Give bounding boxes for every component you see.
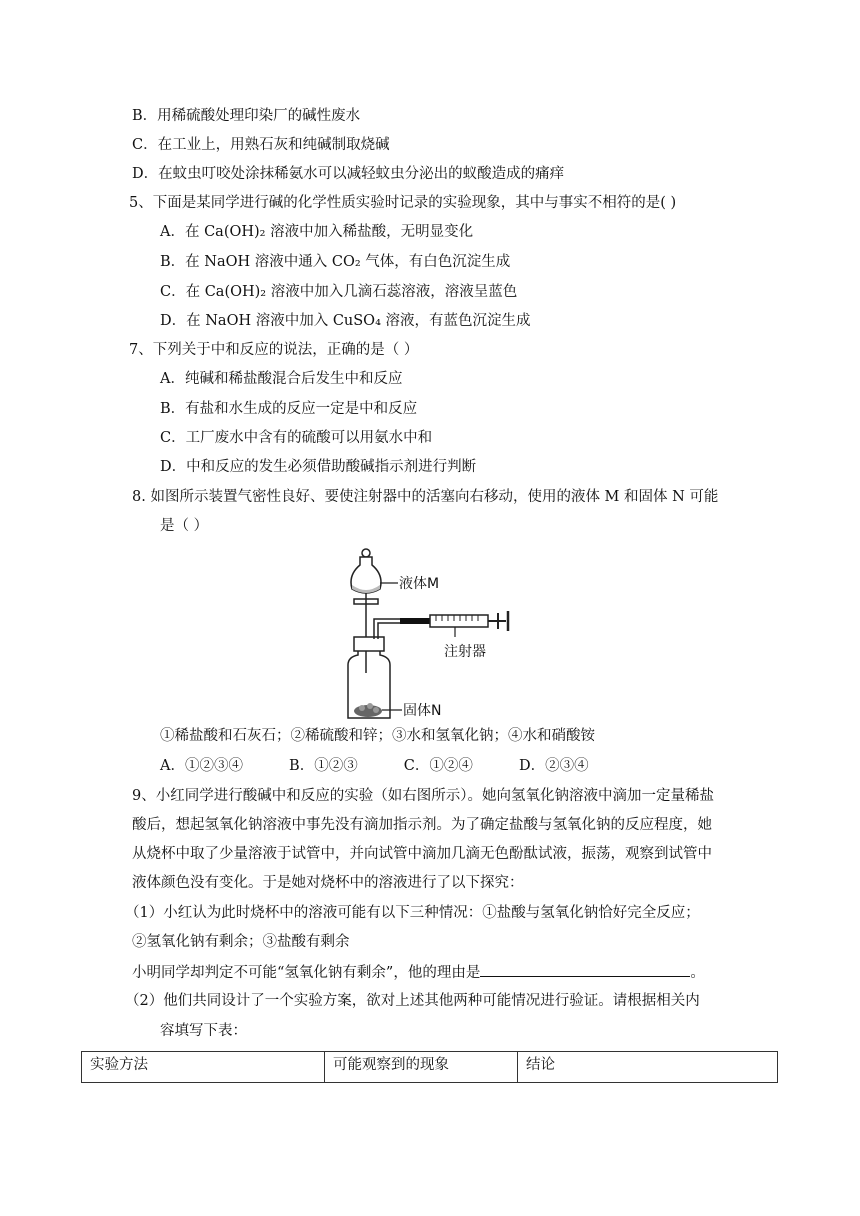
q4-option-c: C．在工业上，用熟石灰和纯碱制取烧碱 xyxy=(132,137,390,153)
table-header-conclusion: 结论 xyxy=(518,1052,778,1083)
q9-reason-end: 。 xyxy=(690,965,705,981)
q7-option-c: C．工厂废水中含有的硫酸可以用氨水中和 xyxy=(160,430,433,446)
q5-option-a: A．在 Ca(OH)₂ 溶液中加入稀盐酸，无明显变化 xyxy=(160,224,474,240)
rubber-tube xyxy=(400,618,430,624)
q5-option-c: C．在 Ca(OH)₂ 溶液中加入几滴石蕊溶液，溶液呈蓝色 xyxy=(160,284,518,300)
q4-option-d: D．在蚊虫叮咬处涂抹稀氨水可以减轻蚊虫分泌出的蚁酸造成的痛痒 xyxy=(132,166,565,182)
q8-options-list: ①稀盐酸和石灰石；②稀硫酸和锌；③水和氢氧化钠；④水和硝酸铵 xyxy=(160,728,595,744)
q7-option-b: B．有盐和水生成的反应一定是中和反应 xyxy=(160,401,418,417)
q9-reason-text: 小明同学却判定不可能“氢氧化钠有剩余”，他的理由是 xyxy=(132,965,481,981)
table-header-row xyxy=(82,1052,778,1083)
q9-stem-4: 液体颜色没有变化。于是她对烧杯中的溶液进行了以下探究： xyxy=(132,875,524,891)
q9-stem-3: 从烧杯中取了少量溶液于试管中，并向试管中滴加几滴无色酚酞试液，振荡，观察到试管中 xyxy=(132,846,712,862)
apparatus-figure xyxy=(340,543,520,723)
q9-part2: （2）他们共同设计了一个实验方案，欲对上述其他两种可能情况进行验证。请根据相关内 xyxy=(125,993,700,1009)
q8-stem-cont: 是（ ） xyxy=(160,518,209,534)
bottle-stopper xyxy=(354,637,384,651)
q7-option-d: D．中和反应的发生必须借助酸碱指示剂进行判断 xyxy=(160,459,477,475)
table-header-method: 实验方法 xyxy=(82,1052,325,1083)
funnel-stopper-icon xyxy=(362,549,370,557)
q7-stem: 7、下列关于中和反应的说法，正确的是（ ） xyxy=(129,342,419,358)
q9-stem-1: 9、小红同学进行酸碱中和反应的实验（如右图所示）。她向氢氧化钠溶液中滴加一定量稀盐 xyxy=(132,788,714,804)
q5-option-b: B．在 NaOH 溶液中通入 CO₂ 气体，有白色沉淀生成 xyxy=(160,254,511,270)
q9-part1-cont: ②氢氧化钠有剩余；③盐酸有剩余 xyxy=(132,934,350,950)
q5-option-d: D．在 NaOH 溶液中加入 CuSO₄ 溶液，有蓝色沉淀生成 xyxy=(160,313,531,329)
syringe-label: 注射器 xyxy=(444,644,486,660)
liquid-m-label: 液体M xyxy=(399,576,440,592)
q7-option-a: A．纯碱和稀盐酸混合后发生中和反应 xyxy=(160,371,403,387)
q4-option-b: B．用稀硫酸处理印染厂的碱性废水 xyxy=(132,108,361,124)
q9-part2-cont: 容填写下表： xyxy=(160,1023,247,1039)
syringe xyxy=(430,615,488,627)
q8-choices: A．①②③④ B．①②③ C．①②④ D．②③④ xyxy=(160,758,589,774)
q8-stem: 8. 如图所示装置气密性良好、要使注射器中的活塞向右移动，使用的液体 M 和固体 N 可能 xyxy=(132,489,719,505)
solid-n-label: 固体N xyxy=(403,703,442,719)
answer-blank[interactable] xyxy=(480,962,690,977)
q9-part1: （1）小红认为此时烧杯中的溶液可能有以下三种情况：①盐酸与氢氧化钠恰好完全反应； xyxy=(125,905,700,921)
q9-stem-2: 酸后，想起氢氧化钠溶液中事先没有滴加指示剂。为了确定盐酸与氢氧化钠的反应程度，她 xyxy=(132,817,712,833)
q5-stem: 5、下面是某同学进行碱的化学性质实验时记录的实验现象，其中与事实不相符的是( ) xyxy=(129,195,677,211)
table-header-phenomenon: 可能观察到的现象 xyxy=(325,1052,518,1083)
q9-reason-line xyxy=(132,962,705,983)
answer-table xyxy=(81,1051,778,1083)
